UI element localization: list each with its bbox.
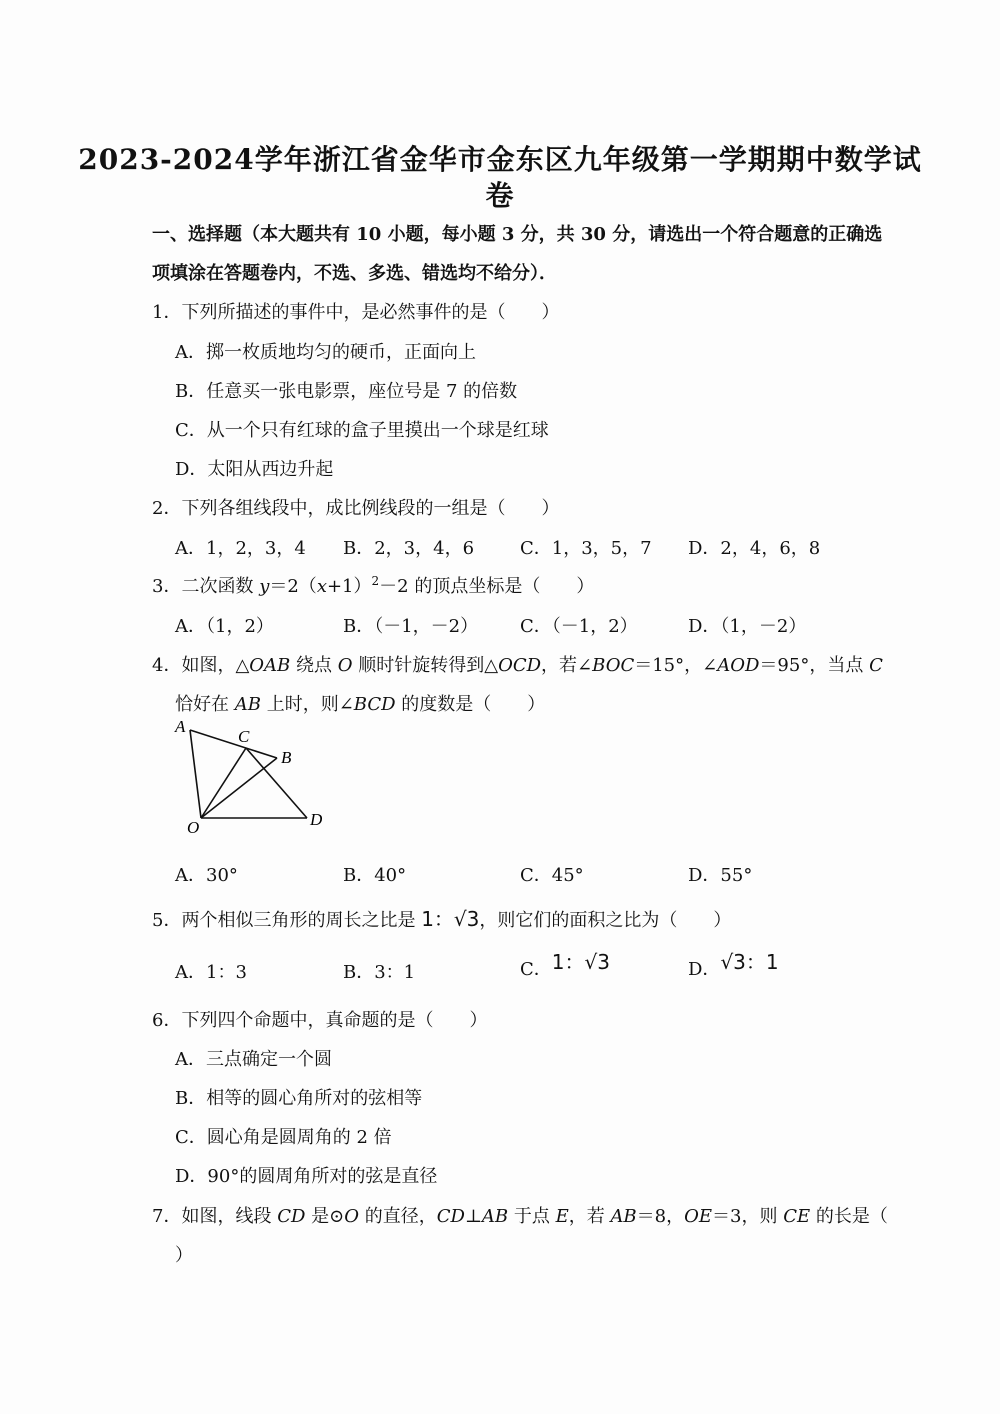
question-2-stem: 2．下列各组线段中，成比例线段的一组是（ ） xyxy=(152,498,560,519)
question-4-option-d: D．55° xyxy=(688,865,753,886)
question-1-option-b: B．任意买一张电影票，座位号是 7 的倍数 xyxy=(175,381,518,402)
point-label-b: B xyxy=(281,748,292,767)
question-4-option-a: A．30° xyxy=(175,865,238,886)
point-label-c: C xyxy=(238,727,250,746)
question-1-option-d: D．太阳从西边升起 xyxy=(175,459,334,480)
point-label-d: D xyxy=(310,810,323,829)
question-4-option-c: C．45° xyxy=(520,865,584,886)
question-2-option-d: D．2，4，6，8 xyxy=(688,538,821,559)
section-heading-line-1: 一、选择题（本大题共有 10 小题，每小题 3 分，共 30 分，请选出一个符合题意的正确选 xyxy=(152,224,883,245)
question-5-stem: 5．两个相似三角形的周长之比是 1：√3，则它们的面积之比为（ ） xyxy=(152,907,732,931)
question-3-option-c: C．（－1，2） xyxy=(520,616,638,637)
question-6-stem: 6．下列四个命题中，真命题的是（ ） xyxy=(152,1010,488,1031)
segment-ab xyxy=(190,730,277,758)
question-5-option-d: D．√3：1 xyxy=(688,950,779,980)
question-3-option-d: D．（1，－2） xyxy=(688,616,807,637)
point-label-a: A xyxy=(175,717,186,736)
segment-oa xyxy=(190,730,201,818)
segment-ob xyxy=(201,758,277,818)
question-1-option-a: A．掷一枚质地均匀的硬币，正面向上 xyxy=(175,342,476,363)
question-2-option-b: B．2，3，4，6 xyxy=(343,538,475,559)
question-1-option-c: C．从一个只有红球的盒子里摸出一个球是红球 xyxy=(175,420,549,441)
question-6-option-c: C．圆心角是圆周角的 2 倍 xyxy=(175,1127,392,1148)
question-3-stem: 3．二次函数 $y=2(x+1)^2-2$ 的顶点坐标是（ ） xyxy=(152,574,595,597)
question-6-option-a: A．三点确定一个圆 xyxy=(175,1049,332,1070)
question-2-option-c: C．1，3，5，7 xyxy=(520,538,652,559)
question-6-option-b: B．相等的圆心角所对的弦相等 xyxy=(175,1088,423,1109)
question-4-option-b: B．40° xyxy=(343,865,407,886)
paper-title-line-1: 2023-2024学年浙江省金华市金东区九年级第一学期期中数学试 xyxy=(78,143,922,176)
question-2-option-a: A．1，2，3，4 xyxy=(175,538,306,559)
point-label-o: O xyxy=(187,818,200,837)
question-6-option-d: D．90°的圆周角所对的弦是直径 xyxy=(175,1166,438,1187)
section-heading-line-2: 项填涂在答题卷内，不选、多选、错选均不给分）． xyxy=(152,263,557,284)
ratio-math: 1：√3 xyxy=(421,907,480,931)
question-3-option-a: A．（1，2） xyxy=(175,616,274,637)
question-7-stem-line-2: ） xyxy=(175,1245,193,1266)
question-5-option-c: C．1：√3 xyxy=(520,950,610,980)
question-3-option-b: B．（－1，－2） xyxy=(343,616,479,637)
question-5-option-b: B．3：1 xyxy=(343,962,416,983)
question-4-stem-line-2: 恰好在 AB 上时，则∠BCD 的度数是（ ） xyxy=(175,694,546,715)
question-5-option-a: A．1：3 xyxy=(175,962,247,983)
question-7-stem-line-1: 7．如图，线段 CD 是⊙O 的直径，CD⊥AB 于点 E，若 AB＝8，OE＝3，则 CE 的长是（ xyxy=(152,1206,888,1227)
question-4-stem-line-1: 4．如图，△OAB 绕点 O 顺时针旋转得到△OCD，若∠BOC＝15°，∠AOD＝95°，当点 C xyxy=(152,655,883,676)
paper-title-line-2: 卷 xyxy=(485,179,515,212)
question-1-stem: 1．下列所描述的事件中，是必然事件的是（ ） xyxy=(152,302,560,323)
question-4-figure xyxy=(165,715,345,840)
segment-oc xyxy=(201,748,246,818)
